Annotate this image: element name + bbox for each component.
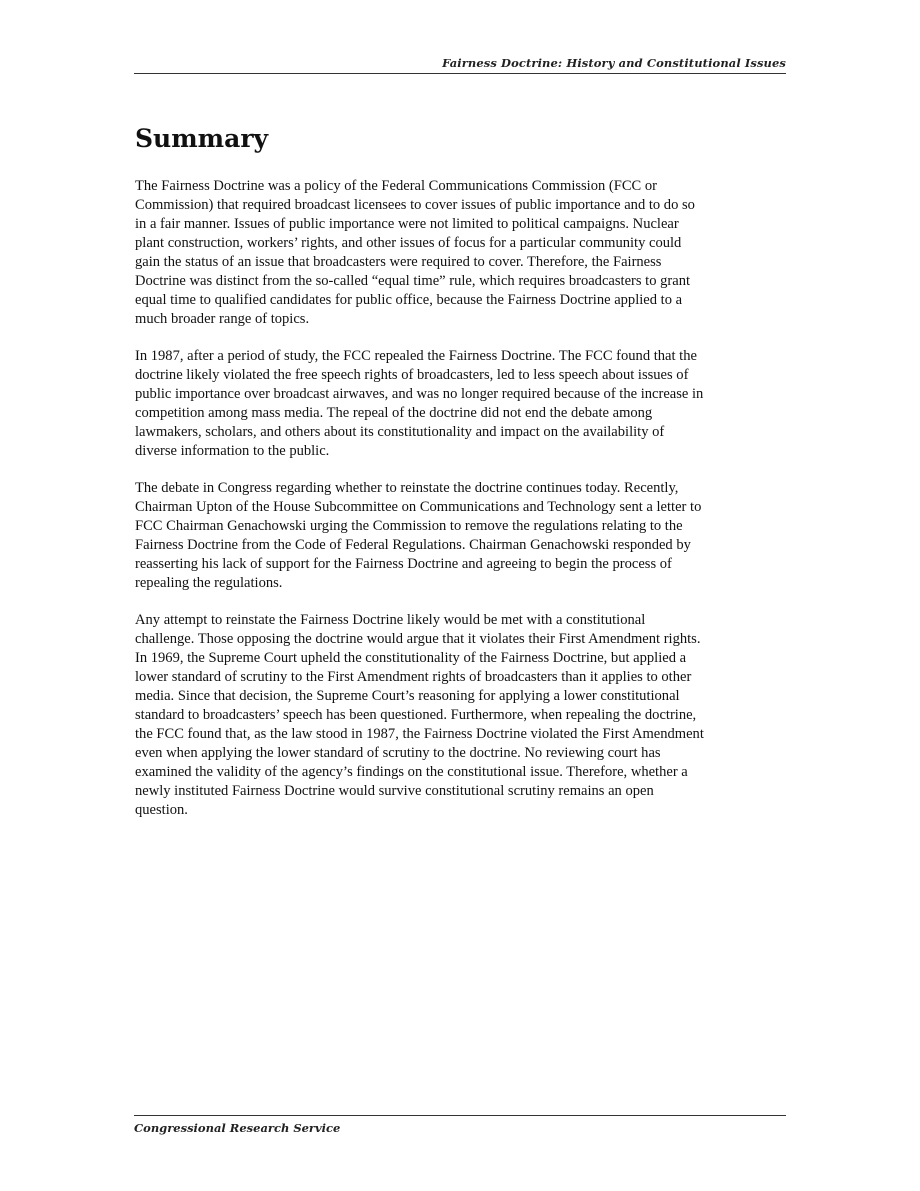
text-line: even when applying the lower standard of scrutiny to the doctrine. No reviewing court has [135, 745, 661, 761]
text-line: challenge. Those opposing the doctrine would argue that it violates their First Amendment rights. [135, 631, 701, 647]
text-line: gain the status of an issue that broadcasters were required to cover. Therefore, the Fairness [135, 254, 662, 270]
text-line: public importance over broadcast airwaves, and was no longer required because of the increase in [135, 386, 704, 402]
paragraph-4 [135, 611, 787, 820]
text-line: much broader range of topics. [135, 311, 310, 327]
text-line: Chairman Upton of the House Subcommittee on Communications and Technology sent a letter to [135, 499, 702, 515]
text-line: lawmakers, scholars, and others about its constitutionality and impact on the availability of [135, 424, 665, 440]
section-heading: Summary [135, 124, 269, 153]
text-line: FCC Chairman Genachowski urging the Commission to remove the regulations relating to the [135, 518, 683, 534]
footer-publisher: Congressional Research Service [134, 1121, 341, 1135]
header-title: Fairness Doctrine: History and Constitutional Issues [442, 56, 786, 70]
text-line: in a fair manner. Issues of public importance were not limited to political campaigns. Nuclear [135, 216, 679, 232]
text-line: Any attempt to reinstate the Fairness Doctrine likely would be met with a constitutional [135, 612, 646, 628]
text-line: The Fairness Doctrine was a policy of the Federal Communications Commission (FCC or [135, 178, 657, 194]
running-footer [134, 1115, 786, 1135]
text-line: In 1987, after a period of study, the FCC repealed the Fairness Doctrine. The FCC found that the [135, 348, 697, 364]
paragraph-3 [135, 479, 787, 593]
text-line: reasserting his lack of support for the Fairness Doctrine and agreeing to begin the process of [135, 556, 672, 572]
text-line: Doctrine was distinct from the so-called “equal time” rule, which requires broadcasters to grant [135, 273, 691, 289]
text-line: Fairness Doctrine from the Code of Federal Regulations. Chairman Genachowski responded by [135, 537, 691, 553]
text-line: the FCC found that, as the law stood in 1987, the Fairness Doctrine violated the First Amendment [135, 726, 704, 742]
text-line: competition among mass media. The repeal of the doctrine did not end the debate among [135, 405, 653, 421]
paragraph-1 [135, 177, 787, 329]
text-line: Commission) that required broadcast licensees to cover issues of public importance and to do so [135, 197, 695, 213]
text-line: The debate in Congress regarding whether to reinstate the doctrine continues today. Recently, [135, 480, 679, 496]
text-line: examined the validity of the agency’s findings on the constitutional issue. Therefore, whether a [135, 764, 688, 780]
text-line: question. [135, 802, 188, 818]
text-line: newly instituted Fairness Doctrine would survive constitutional scrutiny remains an open [135, 783, 654, 799]
text-line: equal time to qualified candidates for public office, because the Fairness Doctrine applied to a [135, 292, 683, 308]
text-line: lower standard of scrutiny to the First Amendment rights of broadcasters than it applies to other [135, 669, 692, 685]
text-line: repealing the regulations. [135, 575, 283, 591]
text-line: doctrine likely violated the free speech rights of broadcasters, led to less speech about issues of [135, 367, 689, 383]
summary-body [135, 177, 787, 838]
text-line: standard to broadcasters’ speech has been questioned. Furthermore, when repealing the doctrine, [135, 707, 697, 723]
text-line: In 1969, the Supreme Court upheld the constitutionality of the Fairness Doctrine, but applied a [135, 650, 687, 666]
text-line: media. Since that decision, the Supreme Court’s reasoning for applying a lower constitutional [135, 688, 680, 704]
running-header [134, 55, 786, 74]
text-line: plant construction, workers’ rights, and other issues of focus for a particular community could [135, 235, 682, 251]
paragraph-2 [135, 347, 787, 461]
text-line: diverse information to the public. [135, 443, 330, 459]
